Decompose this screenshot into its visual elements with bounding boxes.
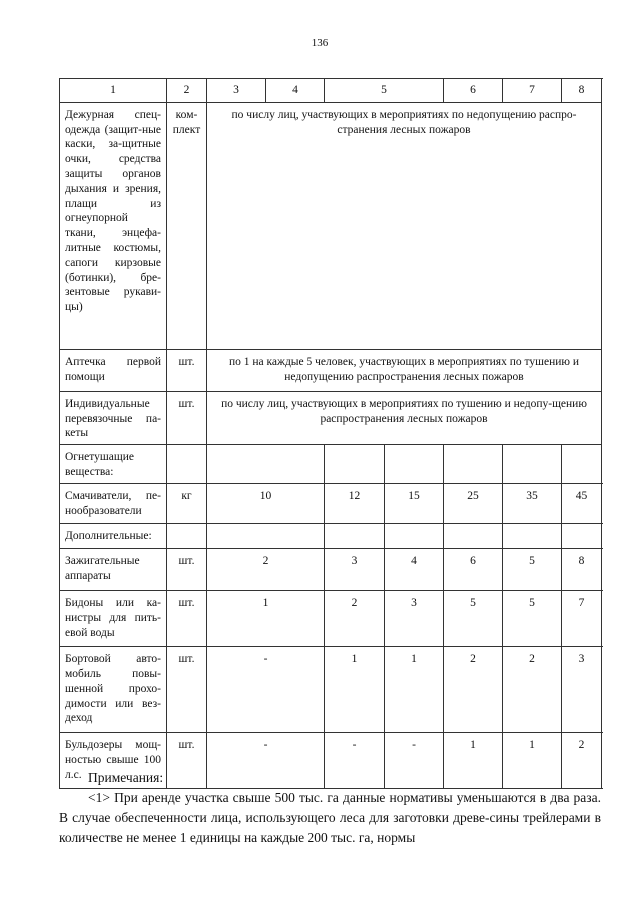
value-cell: 2 [562, 733, 602, 789]
row-unit: кг [167, 484, 207, 524]
value-cell: - [207, 733, 325, 789]
header-cell: 8 [562, 79, 602, 103]
section-label: Дополнительные: [60, 524, 167, 549]
table-row [60, 349, 602, 391]
row-label: Аптечка первой помощи [60, 349, 167, 391]
row-label: Бульдозеры мощ-ностью свыше 100 л.с. [60, 733, 167, 789]
value-cell: 2 [503, 647, 562, 733]
notes-text: <1> При аренде участка свыше 500 тыс. га данные нормативы уменьшаются в два раза. В случае обеспеченности лица, использующего леса для заготовки древе-сины трейлерами в количестве не менее 1 единицы на каждые 200 тыс. га, нормы [59, 790, 601, 845]
section-label: Огнетушащие вещества: [60, 445, 167, 484]
value-cell: 7 [562, 591, 602, 647]
row-unit: шт. [167, 549, 207, 591]
value-cell: - [325, 733, 385, 789]
value-cell: 1 [503, 733, 562, 789]
row-unit: шт. [167, 647, 207, 733]
row-label: Смачиватели, пе-нообразователи [60, 484, 167, 524]
row-merged-text: по числу лиц, участвующих в мероприятиях по недопущению распро-странения лесных пожаров [207, 102, 602, 349]
table-row [60, 549, 602, 591]
row-unit: шт. [167, 591, 207, 647]
value-cell: 12 [325, 484, 385, 524]
table-row [60, 484, 602, 524]
value-cell: 2 [444, 647, 503, 733]
value-cell: - [385, 733, 444, 789]
value-cell: 6 [444, 549, 503, 591]
value-cell: 35 [503, 484, 562, 524]
row-label: Зажигательные аппараты [60, 549, 167, 591]
value-cell: 5 [503, 549, 562, 591]
section-row [60, 445, 602, 484]
header-cell: 2 [167, 79, 207, 103]
row-label: Бортовой авто-мобиль повы-шенной прохо-димости или вез-деход [60, 647, 167, 733]
row-unit: ком-плект [167, 102, 207, 349]
header-cell: 4 [266, 79, 325, 103]
header-cell: 6 [444, 79, 503, 103]
table-row [60, 102, 602, 349]
header-cell: 3 [207, 79, 266, 103]
row-label: Дежурная спец-одежда (защит-ные каски, за-щитные очки, средства защиты органов дыхания и зрения, плащи из огнеупорной ткани, энцефа-литные костюмы, сапоги кирзовые (ботинки), бре-зентовые рукави-цы) [60, 102, 167, 349]
value-cell: - [207, 647, 325, 733]
value-cell: 1 [207, 591, 325, 647]
value-cell: 3 [385, 591, 444, 647]
value-cell: 15 [385, 484, 444, 524]
value-cell: 2 [325, 591, 385, 647]
table-header-row [60, 79, 602, 103]
header-cell: 7 [503, 79, 562, 103]
header-cell: 1 [60, 79, 167, 103]
row-unit: шт. [167, 733, 207, 789]
value-cell: 10 [207, 484, 325, 524]
value-cell: 8 [562, 549, 602, 591]
value-cell: 45 [562, 484, 602, 524]
row-merged-text: по 1 на каждые 5 человек, участвующих в мероприятиях по тушению и недопущению распространения лесных пожаров [207, 349, 602, 391]
row-unit: шт. [167, 391, 207, 444]
header-cell: 5 [325, 79, 444, 103]
value-cell: 3 [562, 647, 602, 733]
value-cell: 1 [385, 647, 444, 733]
table-row [60, 591, 602, 647]
value-cell: 1 [444, 733, 503, 789]
page-number: 136 [311, 37, 329, 49]
value-cell: 4 [385, 549, 444, 591]
value-cell: 5 [503, 591, 562, 647]
row-merged-text: по числу лиц, участвующих в мероприятиях по тушению и недопу-щению распространения лесных пожаров [207, 391, 602, 444]
notes-section [59, 768, 601, 848]
row-label: Бидоны или ка-нистры для пить-евой воды [60, 591, 167, 647]
equipment-norms-table [59, 78, 602, 789]
table-row [60, 647, 602, 733]
row-label: Индивидуальные перевязочные па-кеты [60, 391, 167, 444]
value-cell: 3 [325, 549, 385, 591]
value-cell: 5 [444, 591, 503, 647]
section-row [60, 524, 602, 549]
row-unit: шт. [167, 349, 207, 391]
notes-title: Примечания: [88, 770, 164, 785]
value-cell: 25 [444, 484, 503, 524]
value-cell: 1 [325, 647, 385, 733]
value-cell: 2 [207, 549, 325, 591]
table-row [60, 391, 602, 444]
